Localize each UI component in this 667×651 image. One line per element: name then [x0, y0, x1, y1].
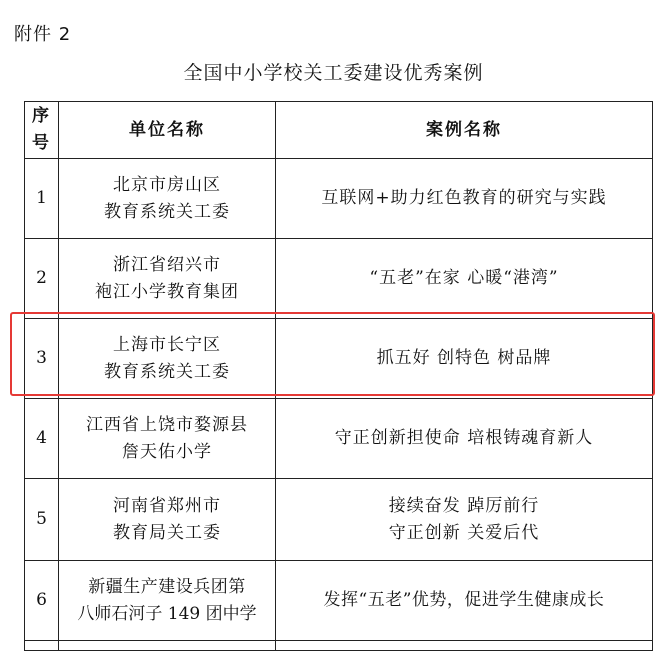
table-row — [25, 399, 653, 479]
row-unit — [59, 239, 276, 319]
table-row — [25, 479, 653, 561]
row-unit-line1: 北京市房山区 — [113, 174, 221, 195]
row-case-line1: “五老”在家 心暖“港湾” — [369, 268, 559, 288]
row-unit-line2: 教育系统关工委 — [104, 201, 230, 222]
row-case — [276, 561, 653, 641]
header-seq — [25, 102, 59, 159]
row-case-line1: 守正创新担使命 培根铸魂育新人 — [334, 428, 594, 448]
row-unit-line2: 八师石河子 149 团中学 — [77, 603, 257, 624]
row-case-line1: 发挥“五老”优势，促进学生健康成长 — [323, 590, 605, 610]
row-case — [276, 479, 653, 561]
row-case — [276, 239, 653, 319]
header-seq-line2: 号 — [32, 133, 51, 153]
row-case — [276, 319, 653, 399]
row-unit — [59, 159, 276, 239]
row-case-empty — [276, 641, 653, 651]
row-case — [276, 159, 653, 239]
row-unit — [59, 561, 276, 641]
document-title: 全国中小学校关工委建设优秀案例 — [183, 62, 484, 84]
row-unit — [59, 479, 276, 561]
header-unit: 单位名称 — [59, 102, 276, 159]
row-seq: 5 — [25, 479, 59, 561]
attachment-label: 附件 2 — [14, 24, 72, 45]
header-seq-line1: 序 — [32, 106, 51, 126]
row-unit-line1: 上海市长宁区 — [113, 334, 221, 355]
row-seq: 4 — [25, 399, 59, 479]
row-case — [276, 399, 653, 479]
table-row — [25, 561, 653, 641]
row-seq: 1 — [25, 159, 59, 239]
table-row — [25, 159, 653, 239]
row-unit-line2: 詹天佑小学 — [122, 441, 212, 462]
row-case-line1: 抓五好 创特色 树品牌 — [376, 348, 552, 368]
row-unit-line2: 袍江小学教育集团 — [95, 281, 239, 302]
table-header-row — [25, 102, 653, 159]
row-unit — [59, 319, 276, 399]
row-unit-line2: 教育局关工委 — [113, 522, 221, 543]
row-seq: 3 — [25, 319, 59, 399]
row-unit-empty — [59, 641, 276, 651]
row-seq-empty — [25, 641, 59, 651]
row-seq: 6 — [25, 561, 59, 641]
cases-table — [24, 101, 653, 651]
table-row-highlighted — [25, 319, 653, 399]
table-row-partial — [25, 641, 653, 651]
row-unit-line1: 河南省郑州市 — [113, 495, 221, 516]
header-case: 案例名称 — [276, 102, 653, 159]
row-unit-line2: 教育系统关工委 — [104, 361, 230, 382]
row-seq: 2 — [25, 239, 59, 319]
row-unit-line1: 浙江省绍兴市 — [113, 254, 221, 275]
row-case-line1: 互联网+助力红色教育的研究与实践 — [321, 188, 607, 208]
row-unit-line1: 新疆生产建设兵团第 — [88, 576, 246, 597]
row-case-line2: 守正创新 关爱后代 — [388, 522, 540, 543]
row-unit — [59, 399, 276, 479]
table-row — [25, 239, 653, 319]
row-case-line1: 接续奋发 踔厉前行 — [388, 495, 540, 516]
row-unit-line1: 江西省上饶市婺源县 — [86, 414, 248, 435]
